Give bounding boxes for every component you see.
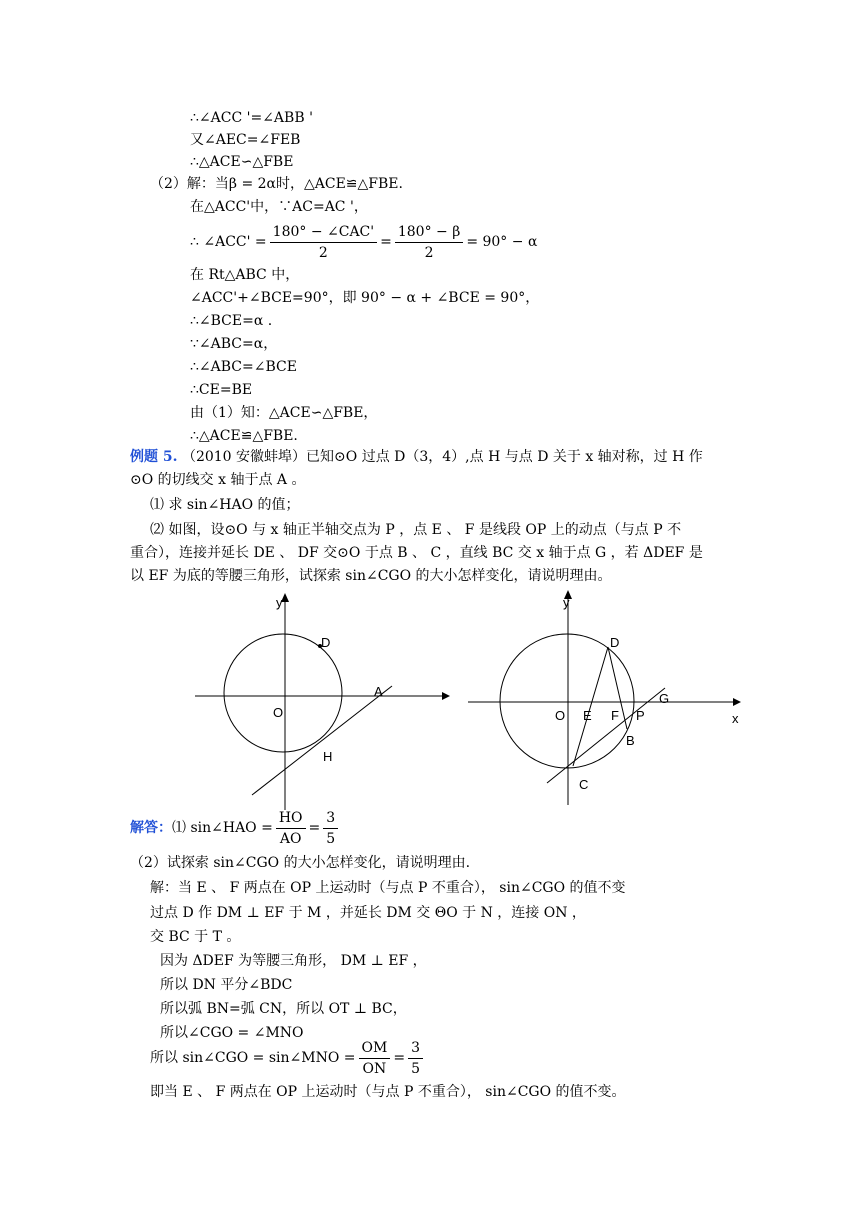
denominator: 5 — [411, 1060, 420, 1077]
text: = — [308, 820, 321, 836]
text: ∴ ∠ACC' = — [190, 234, 267, 250]
text: 所以 sin∠CGO = sin∠MNO = — [150, 1050, 356, 1066]
proof-line: ∵∠ABC=α， — [190, 336, 278, 352]
proof-line: ∴∠BCE=α . — [190, 313, 273, 329]
proof-line: 由（1）知：△ACE∽△FBE， — [190, 405, 378, 421]
fraction — [276, 808, 306, 849]
figure-1 — [180, 590, 450, 815]
label-p: P — [636, 708, 645, 723]
denominator: AO — [279, 830, 302, 847]
question-2: 重合），连接并延长 DE 、 DF 交⊙O 于点 B 、 C ，直线 BC 交 x 轴于点 G ，若 ΔDEF 是 — [130, 545, 703, 561]
label-g: G — [659, 691, 670, 706]
answer-line: 即当 E 、 F 两点在 OP 上运动时（与点 P 不重合）， sin∠CGO 的值不变。 — [150, 1084, 626, 1100]
proof-line: ∴CE=BE — [190, 382, 253, 398]
question-2: ⑵ 如图，设⊙O 与 x 轴正半轴交点为 P ，点 E 、 F 是线段 OP 上的动点（与点 P 不 — [150, 522, 682, 538]
label-d: D — [321, 635, 331, 650]
tangent-line — [252, 686, 392, 795]
label-a: A — [374, 684, 383, 699]
label-h: H — [323, 749, 333, 764]
denominator: 2 — [424, 244, 434, 261]
text: = — [393, 1050, 406, 1066]
denominator: 5 — [326, 830, 336, 847]
proof-line: 在 Rt△ABC 中， — [190, 267, 300, 283]
answer-label: 解答： — [130, 820, 172, 836]
numerator: 180° − ∠CAC' — [270, 222, 377, 243]
answer-line: 所以弧 BN=弧 CN，所以 OT ⊥ BC， — [160, 1001, 407, 1017]
denominator: 2 — [318, 244, 328, 261]
proof-line: ∴∠ABC=∠BCE — [190, 359, 297, 375]
label-d: D — [610, 635, 620, 650]
label-e: E — [583, 708, 592, 723]
numerator: 3 — [323, 808, 338, 829]
label-o: O — [555, 708, 566, 723]
label-x: x — [732, 711, 739, 726]
proof-line: ∴△ACE∽△FBE — [190, 154, 294, 170]
proof-line: 在△ACC'中，∵AC=AC '， — [190, 199, 368, 215]
answer-line: 过点 D 作 DM ⊥ EF 于 M ，并延长 DM 交 ΘO 于 N ，连接 ON ， — [150, 905, 586, 921]
numerator: 3 — [408, 1038, 423, 1059]
fraction — [359, 1038, 391, 1079]
proof-line: 又∠AEC=∠FEB — [190, 132, 301, 148]
fraction-line — [190, 220, 537, 264]
numerator: 180° − β — [395, 222, 463, 243]
label-y: y — [276, 595, 283, 610]
numerator: OM — [359, 1038, 391, 1059]
fraction — [323, 808, 338, 849]
answer-line: 因为 ΔDEF 为等腰三角形， DM ⊥ EF ， — [160, 953, 427, 969]
question-2: 以 EF 为底的等腰三角形，试探索 sin∠CGO 的大小怎样变化，请说明理由。 — [130, 568, 612, 584]
part2-header: （2）解：当β = 2α时，△ACE≌△FBE. — [150, 176, 403, 192]
circle-o — [224, 634, 342, 752]
example-line — [130, 447, 703, 467]
fraction — [408, 1038, 423, 1079]
label-o: O — [273, 705, 284, 720]
answer-line: （2）试探索 sin∠CGO 的大小怎样变化，请说明理由. — [130, 855, 471, 871]
text: = — [380, 234, 392, 250]
circle-o — [500, 634, 634, 768]
label-b: B — [626, 733, 635, 748]
figure-2 — [465, 585, 745, 807]
answer-line: 解：当 E 、 F 两点在 OP 上运动时（与点 P 不重合）， sin∠CGO 的值不变 — [150, 880, 626, 896]
label-c: C — [579, 777, 589, 792]
example-label: 例题 5. — [130, 449, 178, 465]
x-axis-arrow — [733, 698, 741, 706]
answer-line — [130, 806, 341, 850]
proof-line: ∴△ACE≌△FBE. — [190, 428, 298, 444]
proof-line: ∠ACC'+∠BCE=90°，即 90° − α + ∠BCE = 90°， — [190, 290, 540, 306]
denominator: ON — [362, 1060, 387, 1077]
fraction — [395, 222, 463, 263]
text: = 90° − α — [466, 234, 538, 250]
text: （2010 安徽蚌埠）已知⊙O 过点 D（3，4）,点 H 与点 D 关于 x 轴对称，过 H 作 — [181, 449, 703, 465]
answer-fraction-line — [150, 1036, 426, 1080]
label-f: F — [611, 708, 619, 723]
label-y: y — [563, 595, 570, 610]
x-axis-arrow — [442, 692, 450, 700]
fraction — [270, 222, 377, 263]
proof-line: ∴∠ACC '=∠ABB ' — [190, 110, 313, 126]
answer-line: 交 BC 于 T 。 — [150, 929, 241, 945]
question-1: ⑴ 求 sin∠HAO 的值； — [150, 497, 300, 513]
numerator: HO — [276, 808, 306, 829]
text: ⑴ sin∠HAO = — [172, 820, 273, 836]
answer-line: 所以∠CGO = ∠MNO — [160, 1025, 304, 1041]
example-line: ⊙O 的切线交 x 轴于点 A 。 — [130, 472, 306, 488]
answer-line: 所以 DN 平分∠BDC — [160, 977, 293, 993]
